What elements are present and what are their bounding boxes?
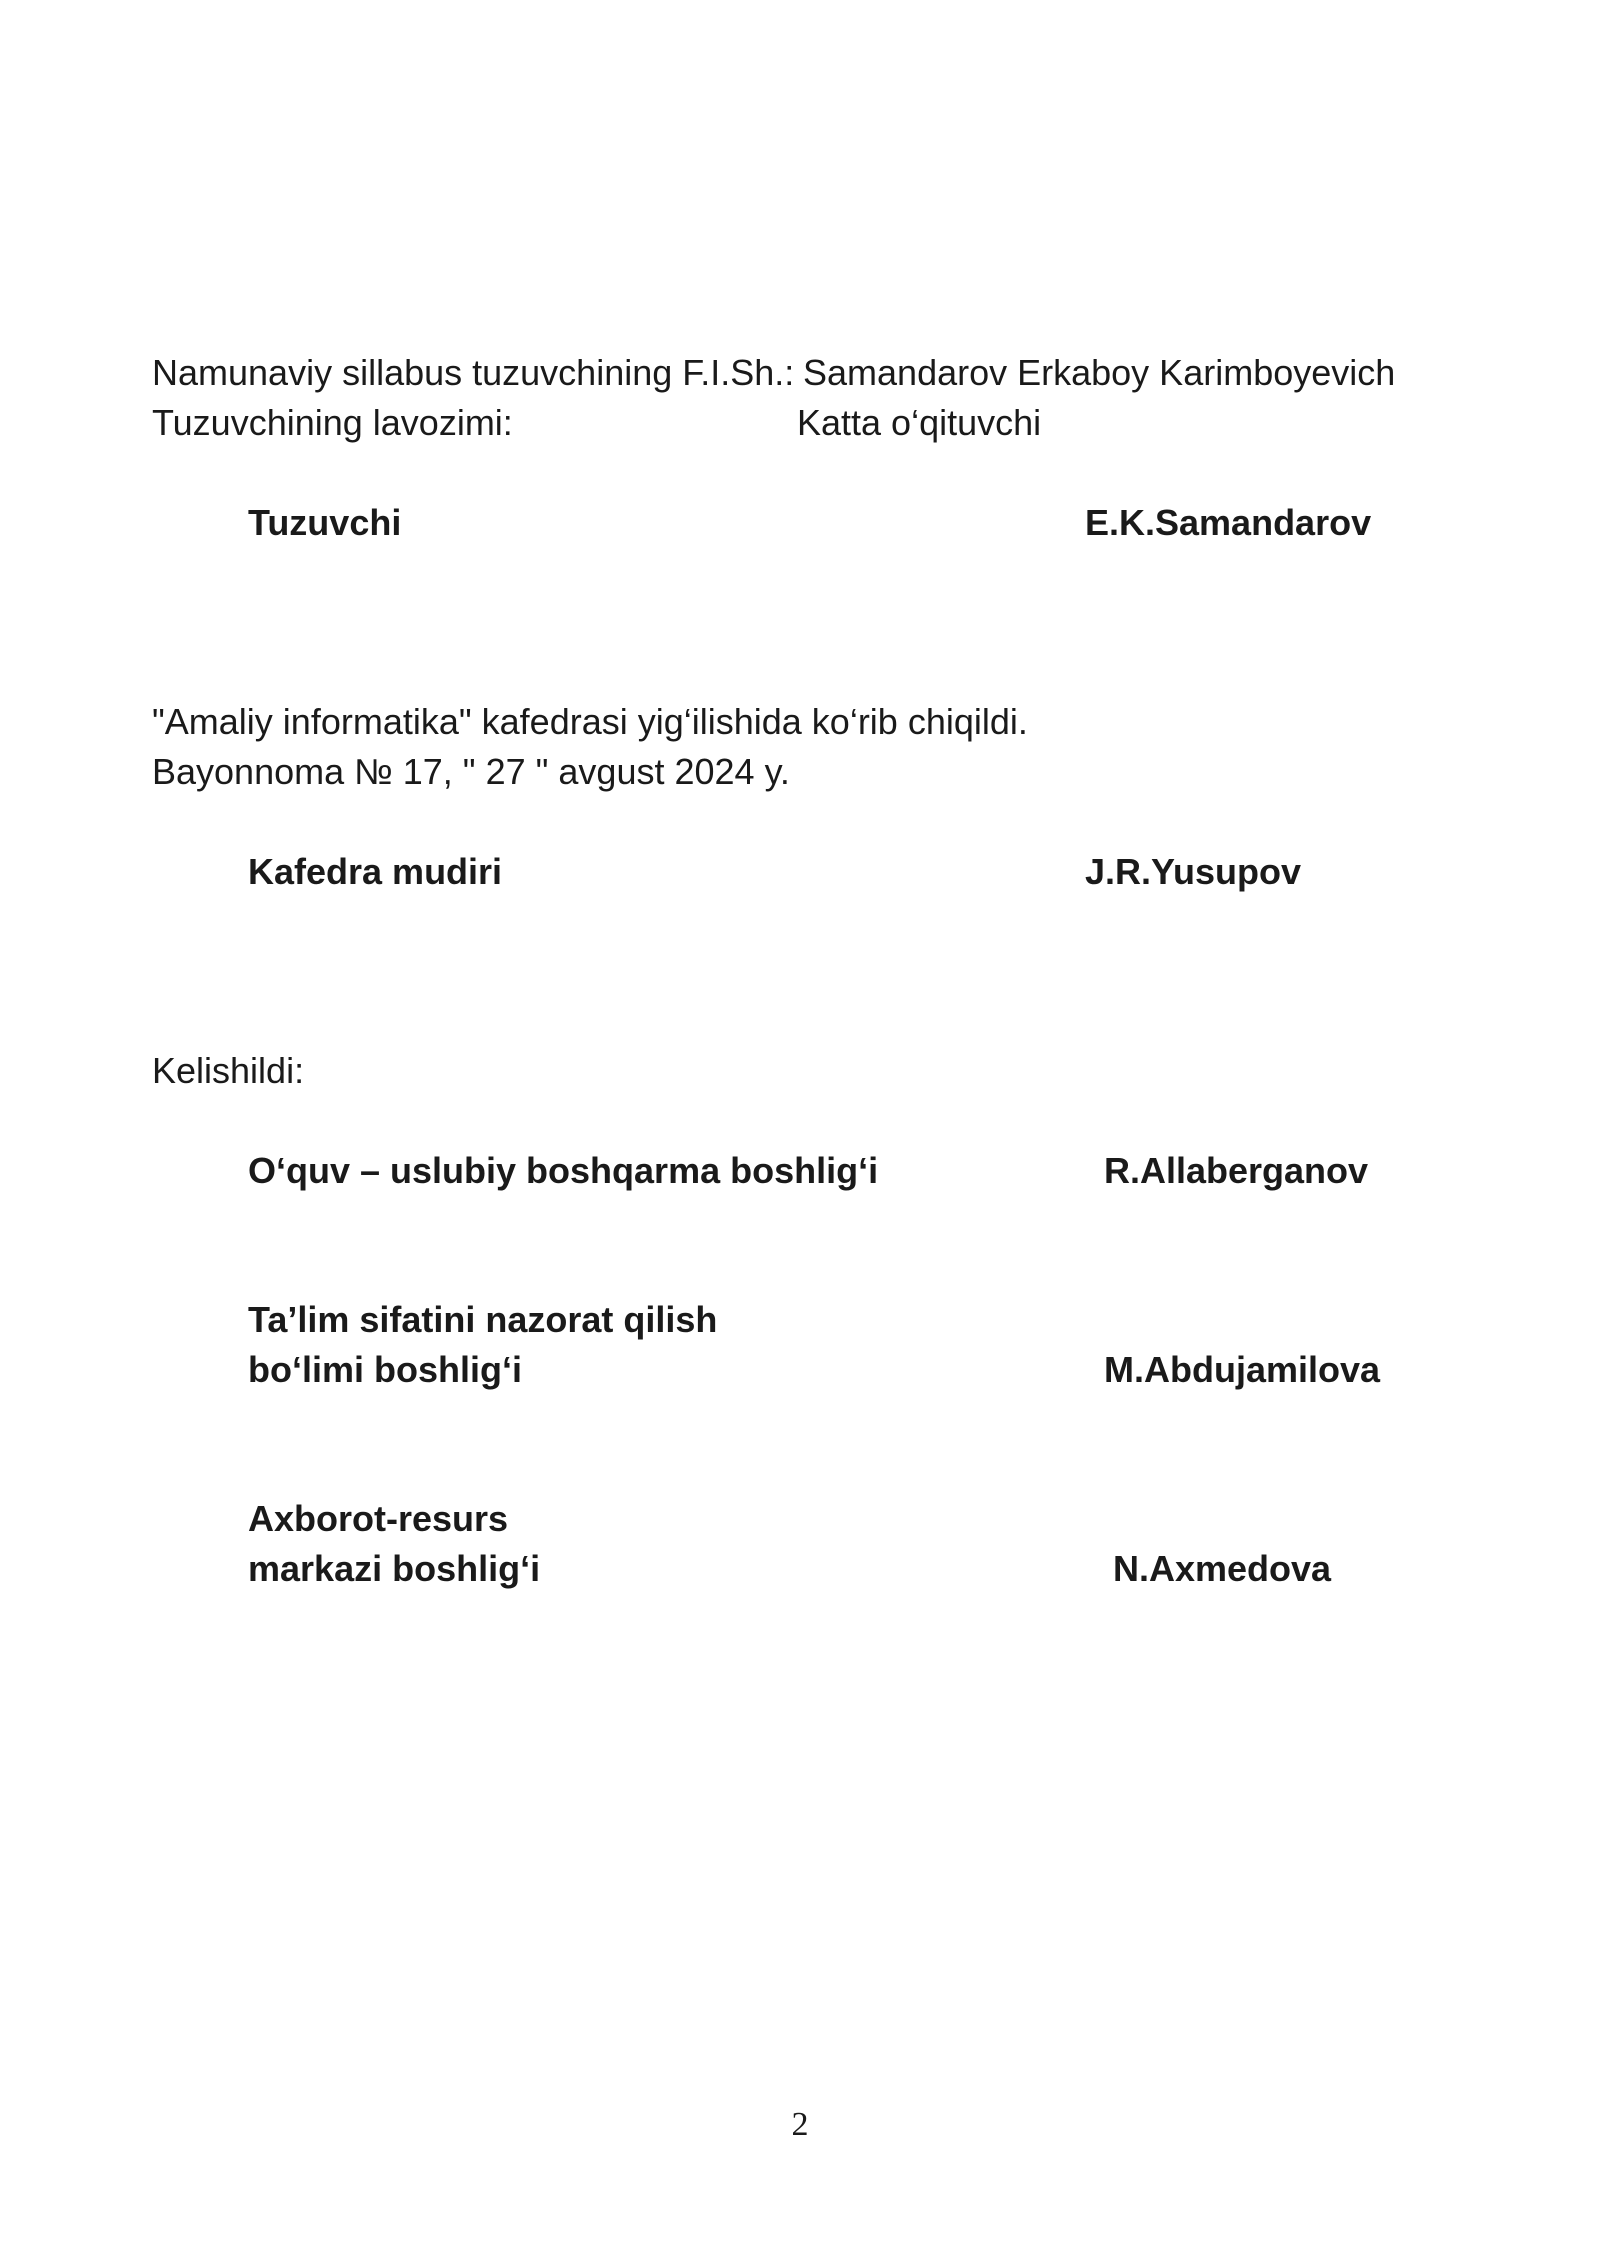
agreed-heading: Kelishildi:: [152, 1050, 305, 1091]
compiler-role: Tuzuvchi: [248, 502, 402, 543]
author-name-value: Samandarov Erkaboy Karimboyevich: [803, 352, 1396, 393]
agreed-name-1: R.Allaberganov: [1104, 1150, 1369, 1191]
author-name-label: Namunaviy sillabus tuzuvchining F.I.Sh.:: [152, 352, 795, 393]
department-head-role: Kafedra mudiri: [248, 851, 503, 892]
agreed-role-2-line1: Ta’lim sifatini nazorat qilish: [248, 1299, 718, 1340]
department-head-name: J.R.Yusupov: [1085, 851, 1302, 892]
agreed-role-1: O‘quv – uslubiy boshqarma boshlig‘i: [248, 1150, 879, 1191]
agreed-role-3-line2: markazi boshlig‘i: [248, 1548, 541, 1589]
agreed-role-3-line1: Axborot-resurs: [248, 1498, 509, 1539]
protocol-line: Bayonnoma № 17, " 27 " avgust 2024 y.: [152, 751, 790, 792]
author-position-label: Tuzuvchining lavozimi:: [152, 402, 513, 443]
agreed-name-2: M.Abdujamilova: [1104, 1349, 1381, 1390]
compiler-name: E.K.Samandarov: [1085, 502, 1372, 543]
department-review-line: "Amaliy informatika" kafedrasi yig‘ilishida ko‘rib chiqildi.: [152, 701, 1028, 742]
agreed-role-2-line2: bo‘limi boshlig‘i: [248, 1349, 522, 1390]
page-number: 2: [791, 2106, 809, 2143]
author-position-value: Katta o‘qituvchi: [797, 402, 1042, 443]
agreed-name-3: N.Axmedova: [1113, 1548, 1332, 1589]
